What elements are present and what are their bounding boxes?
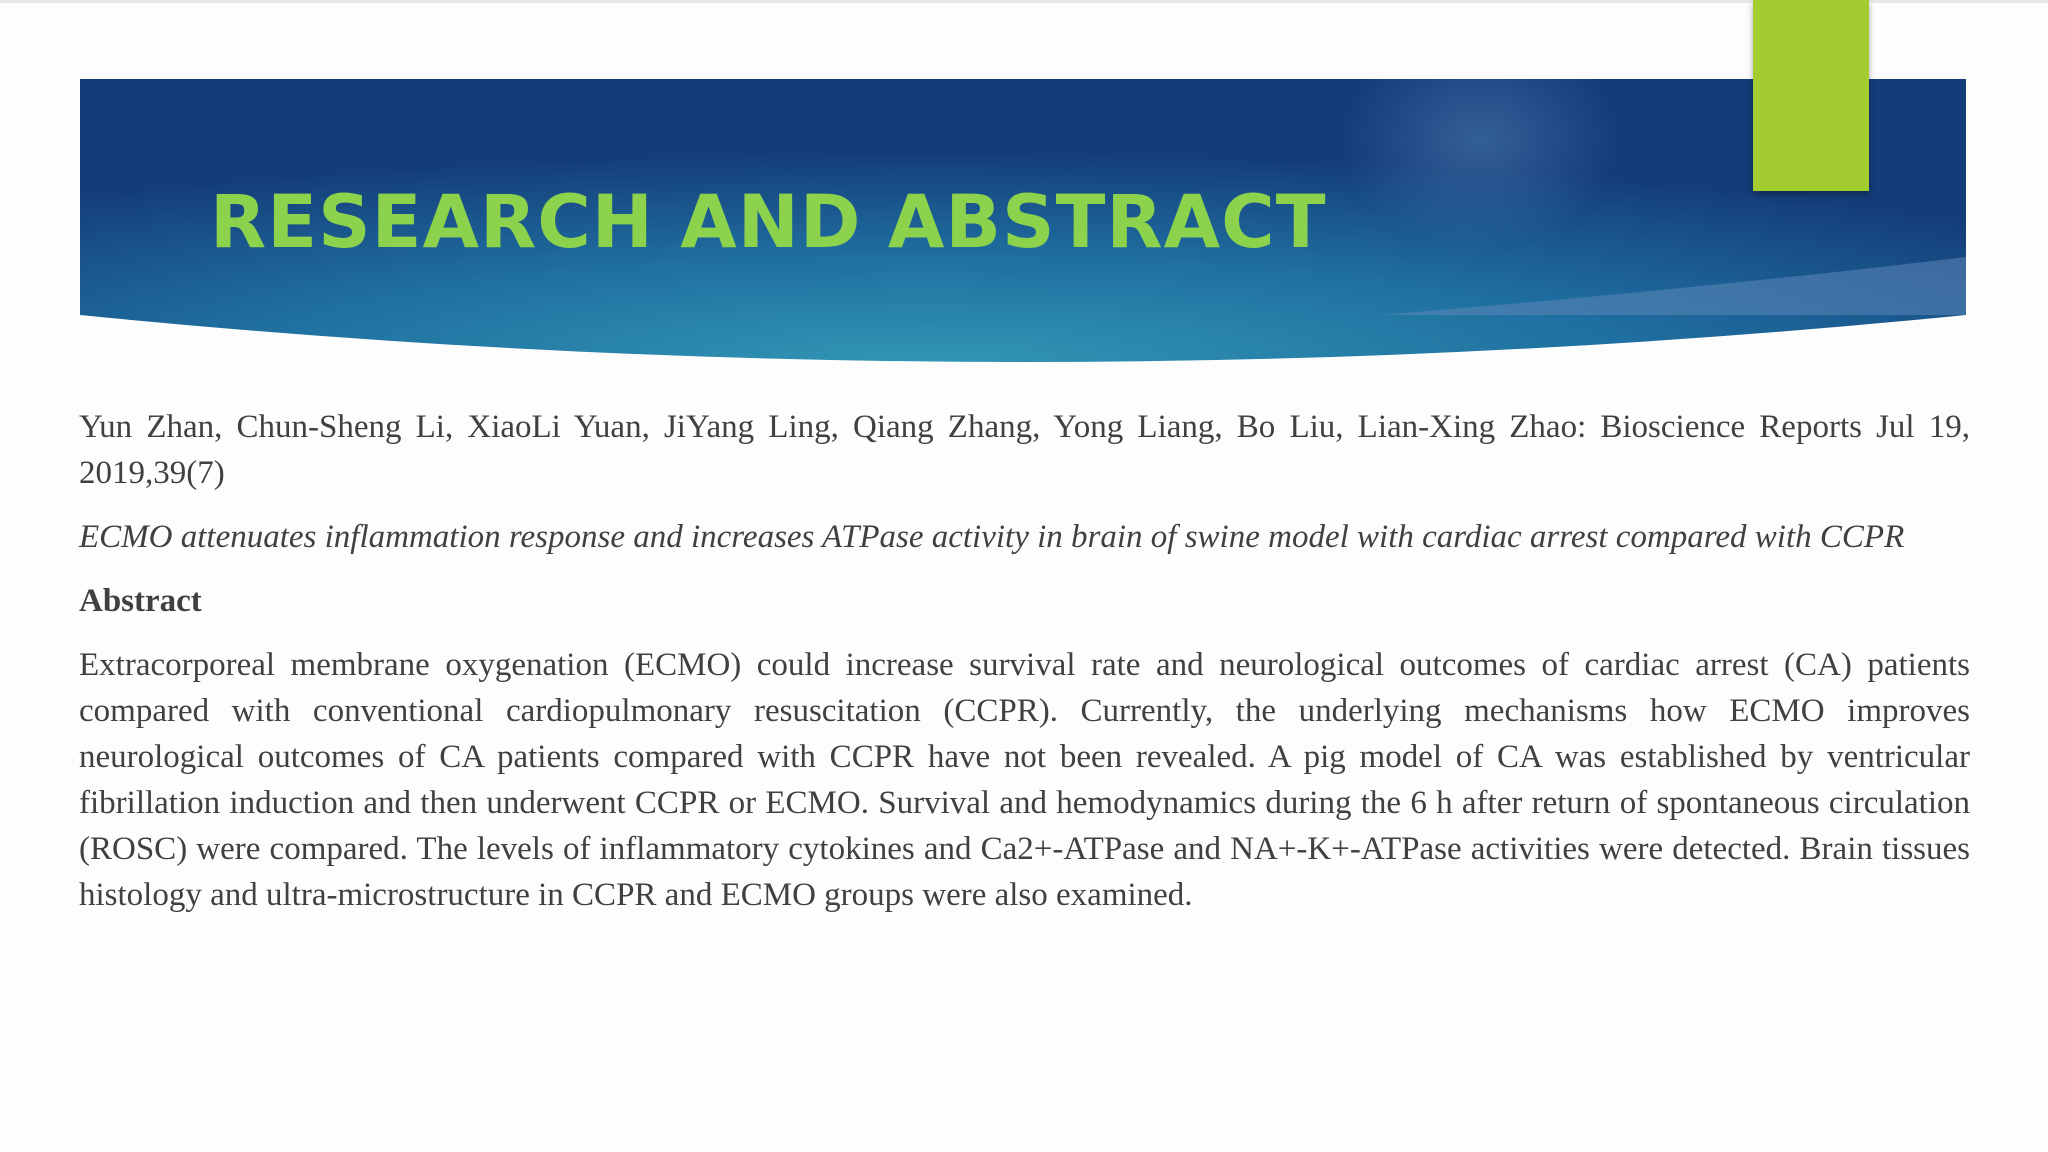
abstract-text: Extracorporeal membrane oxygenation (ECMO) could increase survival rate and neurological outcomes of cardiac arrest (CA) patients compared with conventional cardiopulmonary resuscitation (CCPR). Currently, the underlying mechanisms how ECMO improves neurological outcomes of CA patients compared with CCPR have not been revealed. A pig model of CA was established by ventricular fibrillation induction and then underwent CCPR or ECMO. Survival and hemodynamics during the 6 h after return of spontaneous circulation (ROSC) were compared. The levels of inflammatory cytokines and Ca2+-ATPase and NA+-K+-ATPase activities were detected. Brain tissues histology and ultra-microstructure in CCPR and ECMO groups were also examined. <box>79 647 1970 913</box>
paper-title: ECMO attenuates inflammation response and increases ATPase activity in brain of swine model with cardiac arrest compared with CCPR <box>79 519 1905 555</box>
slide-title: RESEARCH AND ABSTRACT <box>210 180 1327 265</box>
top-divider <box>0 0 2048 3</box>
accent-tab <box>1753 0 1869 191</box>
slide-content <box>79 404 1970 918</box>
abstract-heading: Abstract <box>79 583 202 619</box>
citation-authors: Yun Zhan, Chun-Sheng Li, XiaoLi Yuan, JiYang Ling, Qiang Zhang, Yong Liang, Bo Liu, Lian-Xing Zhao: Bioscience Reports Jul 19, 2019,39(7) <box>79 409 1970 491</box>
